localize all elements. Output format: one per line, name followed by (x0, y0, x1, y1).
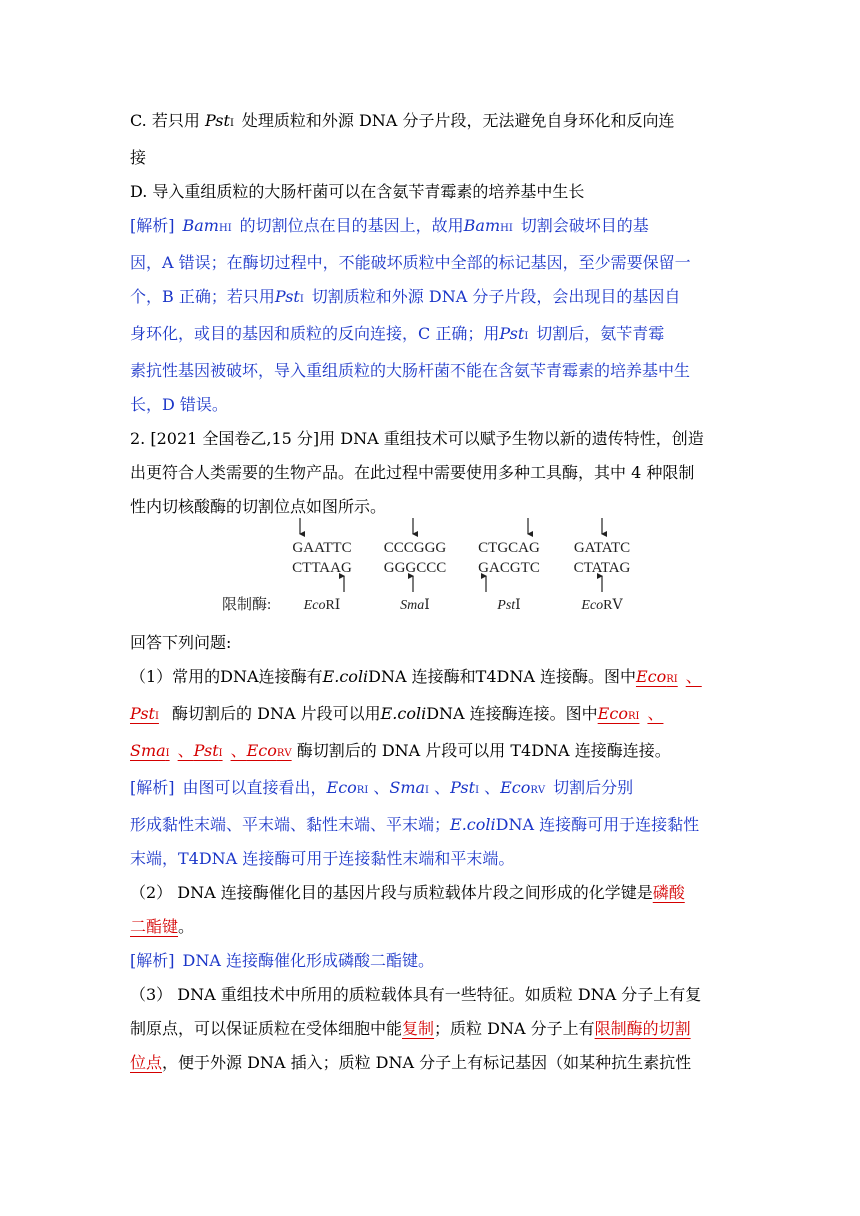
answer-intro: 回答下列问题: (130, 633, 232, 652)
restriction-enzyme-figure (222, 516, 642, 616)
enzyme-columns (292, 518, 630, 613)
option-d: D. 导入重组质粒的大肠杆菌可以在含氨苄青霉素的培养基中生长 (130, 182, 585, 201)
top-strand: GATATC (573, 540, 631, 556)
enzyme-column (478, 518, 540, 613)
subq-3-line3: 位点，便于外源 DNA 插入；质粒 DNA 分子上有标记基因（如某种抗生素抗性 (130, 1053, 692, 1072)
option-c-line2: 接 (130, 148, 147, 167)
explanation-2-line3: 末端，T4DNA 连接酶可用于连接黏性末端和平末端。 (130, 849, 515, 868)
enzyme-name: EcoRⅤ (581, 598, 623, 613)
subq-3-line2: 制原点，可以保证质粒在受体细胞中能复制；质粒 DNA 分子上有限制酶的切割 (130, 1019, 691, 1038)
subq-1-line1: （1）常用的DNA连接酶有E.coliDNA 连接酶和T4DNA 连接酶。图中EcoRⅠ 、 (130, 667, 702, 686)
option-c-line1: C. 若只用 PstⅠ 处理质粒和外源 DNA 分子片段，无法避免自身环化和反向连 (130, 111, 675, 130)
enzyme-column (292, 518, 352, 613)
explanation-2-line1: [解析] 由图可以直接看出，EcoRⅠ 、SmaⅠ 、PstⅠ 、EcoRⅤ 切割后分别 (130, 778, 634, 797)
enzyme-name: SmaⅠ (400, 598, 430, 613)
explanation-1-line3: 个，B 正确；若只用PstⅠ 切割质粒和外源 DNA 分子片段，会出现目的基因自 (130, 287, 681, 306)
subq-3-line1: （3） DNA 重组技术中所用的质粒载体具有一些特征。如质粒 DNA 分子上有复 (130, 985, 702, 1004)
explanation-1-line2: 因，A 错误；在酶切过程中，不能破坏质粒中全部的标记基因，至少需要保留一 (130, 253, 691, 272)
question-2-line3: 性内切核酸酶的切割位点如图所示。 (130, 497, 387, 516)
top-strand: GAATTC (292, 540, 352, 556)
explanation-1-line5: 素抗性基因被破坏，导入重组质粒的大肠杆菌不能在含氨苄青霉素的培养基中生 (130, 361, 691, 380)
bottom-strand: CTATAG (573, 560, 631, 576)
subq-1-line3: SmaⅠ 、PstⅠ 、EcoRⅤ 酶切割后的 DNA 片段可以用 T4DNA 连接酶连接。 (130, 741, 671, 760)
enzyme-name: EcoRⅠ (303, 598, 341, 613)
top-strand: CTGCAG (478, 540, 540, 556)
enzyme-name: PstⅠ (497, 598, 521, 613)
explanation-1-line6: 长，D 错误。 (130, 395, 228, 414)
subq-2-line1: （2） DNA 连接酶催化目的基因片段与质粒载体片段之间形成的化学键是磷酸 (130, 883, 685, 902)
enzyme-column (384, 518, 447, 613)
question-2-line2: 出更符合人类需要的生物产品。在此过程中需要使用多种工具酶，其中 4 种限制 (130, 463, 695, 482)
enzyme-column (574, 518, 631, 613)
bottom-strand: GACGTC (478, 560, 540, 576)
restriction-site-diagram (222, 516, 642, 616)
subq-1-line2: PstⅠ 酶切割后的 DNA 片段可以用E.coliDNA 连接酶连接。图中EcoRⅠ 、 (130, 704, 664, 723)
subq-2-line2: 二酯键。 (130, 917, 195, 936)
bottom-strand: GGGCCC (383, 560, 447, 576)
top-strand: CCCGGG (383, 540, 447, 556)
question-2-line1: 2. [2021 全国卷乙,15 分]用 DNA 重组技术可以赋予生物以新的遗传特性，创造 (130, 429, 704, 448)
explanation-3: [解析] DNA 连接酶催化形成磷酸二酯键。 (130, 951, 434, 970)
explanation-1-line4: 身环化，或目的基因和质粒的反向连接，C 正确；用PstⅠ 切割后，氨苄青霉 (130, 324, 665, 343)
explanation-2-line2: 形成黏性末端、平末端、黏性末端、平末端；E.coliDNA 连接酶可用于连接黏性 (130, 815, 700, 834)
figure-label: 限制酶: (222, 597, 272, 613)
explanation-1-line1: [解析] BamHⅠ 的切割位点在目的基因上，故用BamHⅠ 切割会破坏目的基 (130, 216, 649, 235)
bottom-strand: CTTAAG (292, 560, 352, 576)
